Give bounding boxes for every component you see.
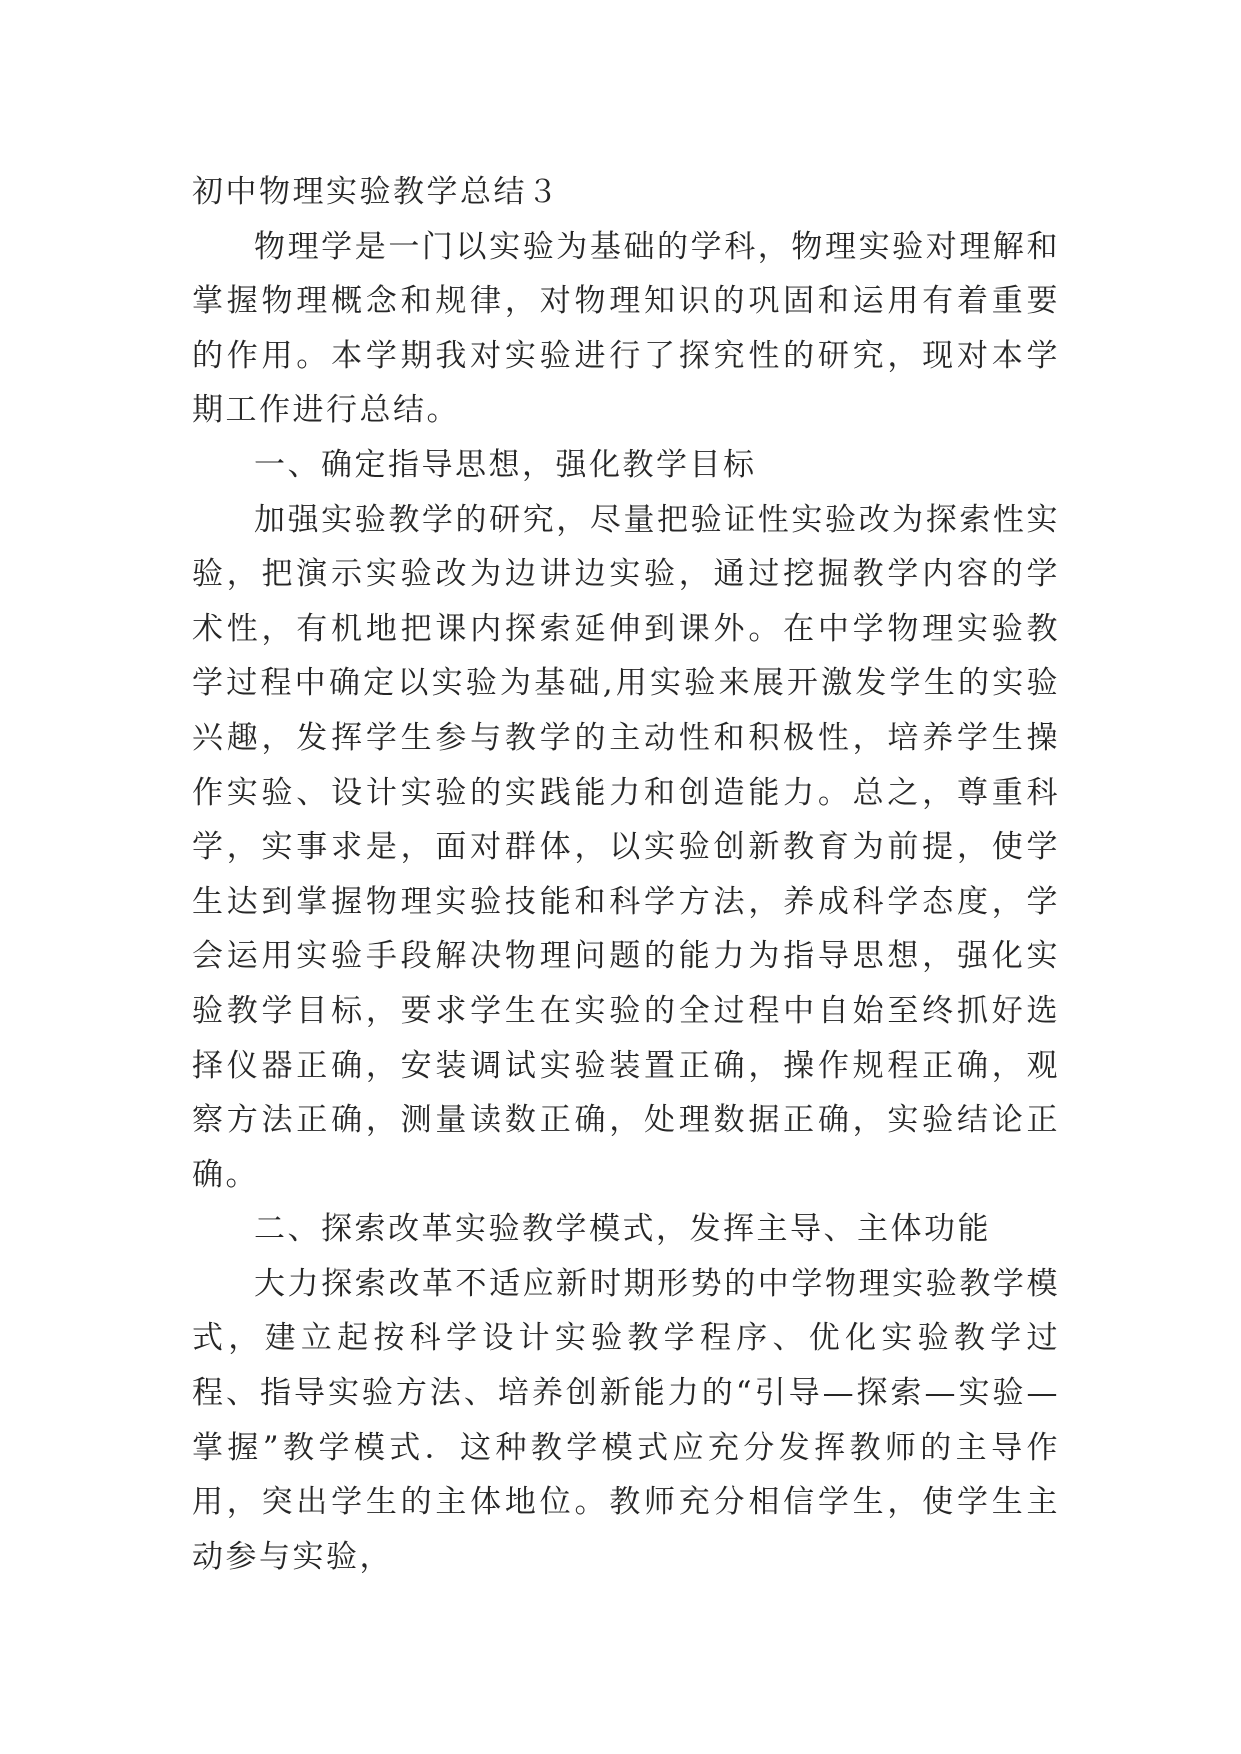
- document-body: [192, 165, 1060, 1584]
- paragraph-section-2: 大力探索改革不适应新时期形势的中学物理实验教学模式，建立起按科学设计实验教学程序、优化实验教学过程、指导实验方法、培养创新能力的“引导—探索—实验—掌握”教学模式．这种教学模式应充分发挥教师的主导作用，突出学生的主体地位。教师充分相信学生，使学生主动参与实验，: [192, 1265, 1060, 1575]
- document-title: 初中物理实验教学总结３: [192, 174, 561, 210]
- paragraph-section-1: 加强实验教学的研究，尽量把验证性实验改为探索性实验，把演示实验改为边讲边实验，通过挖掘教学内容的学术性，有机地把课内探索延伸到课外。在中学物理实验教学过程中确定以实验为基础,用实验来展开激发学生的实验兴趣，发挥学生参与教学的主动性和积极性，培养学生操作实验、设计实验的实践能力和创造能力。总之，尊重科学，实事求是，面对群体，以实验创新教育为前提，使学生达到掌握物理实验技能和科学方法，养成科学态度，学会运用实验手段解决物理问题的能力为指导思想，强化实验教学目标，要求学生在实验的全过程中自始至终抓好选择仪器正确，安装调试实验装置正确，操作规程正确，观察方法正确，测量读数正确，处理数据正确，实验结论正确。: [192, 501, 1060, 1193]
- section-heading-2: 二、探索改革实验教学模式，发挥主导、主体功能: [254, 1211, 991, 1248]
- section-heading-1: 一、确定指导思想，强化教学目标: [254, 446, 757, 483]
- paragraph-intro: 物理学是一门以实验为基础的学科，物理实验对理解和掌握物理概念和规律，对物理知识的巩固和运用有着重要的作用。本学期我对实验进行了探究性的研究，现对本学期工作进行总结。: [192, 228, 1060, 429]
